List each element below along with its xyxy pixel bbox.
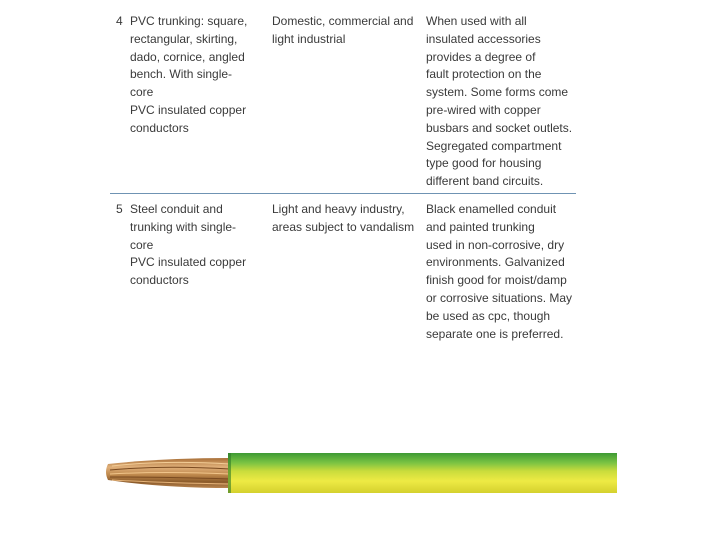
system-application: Light and heavy industry, areas subject to vandalism — [272, 202, 415, 234]
table-row — [110, 194, 576, 344]
system-notes: Black enamelled conduit and painted trunking used in non-corrosive, dry environments. Galvanized finish good for moist/damp or corrosive situations. May be used as cpc, though separate one is preferred. — [426, 202, 573, 341]
table-row — [110, 10, 576, 193]
system-description: Steel conduit and trunking with single-core PVC insulated copper conductors — [130, 202, 247, 288]
copper-strands — [106, 458, 230, 488]
row-number: 4 — [116, 14, 123, 28]
earth-cable-image — [104, 450, 617, 494]
system-notes: When used with all insulated accessories provides a degree of fault protection on the system. Some forms come pre-wired with copper busbars and socket outlets. Segregated compartment type good for housing different band circuits. — [426, 14, 573, 189]
cable-insulation — [228, 453, 617, 493]
row-number: 5 — [116, 202, 123, 216]
wiring-systems-table — [110, 10, 576, 344]
system-application: Domestic, commercial and light industrial — [272, 14, 414, 46]
system-description: PVC trunking: square, rectangular, skirting, dado, cornice, angled bench. With single-core PVC insulated copper conductors — [130, 14, 248, 135]
